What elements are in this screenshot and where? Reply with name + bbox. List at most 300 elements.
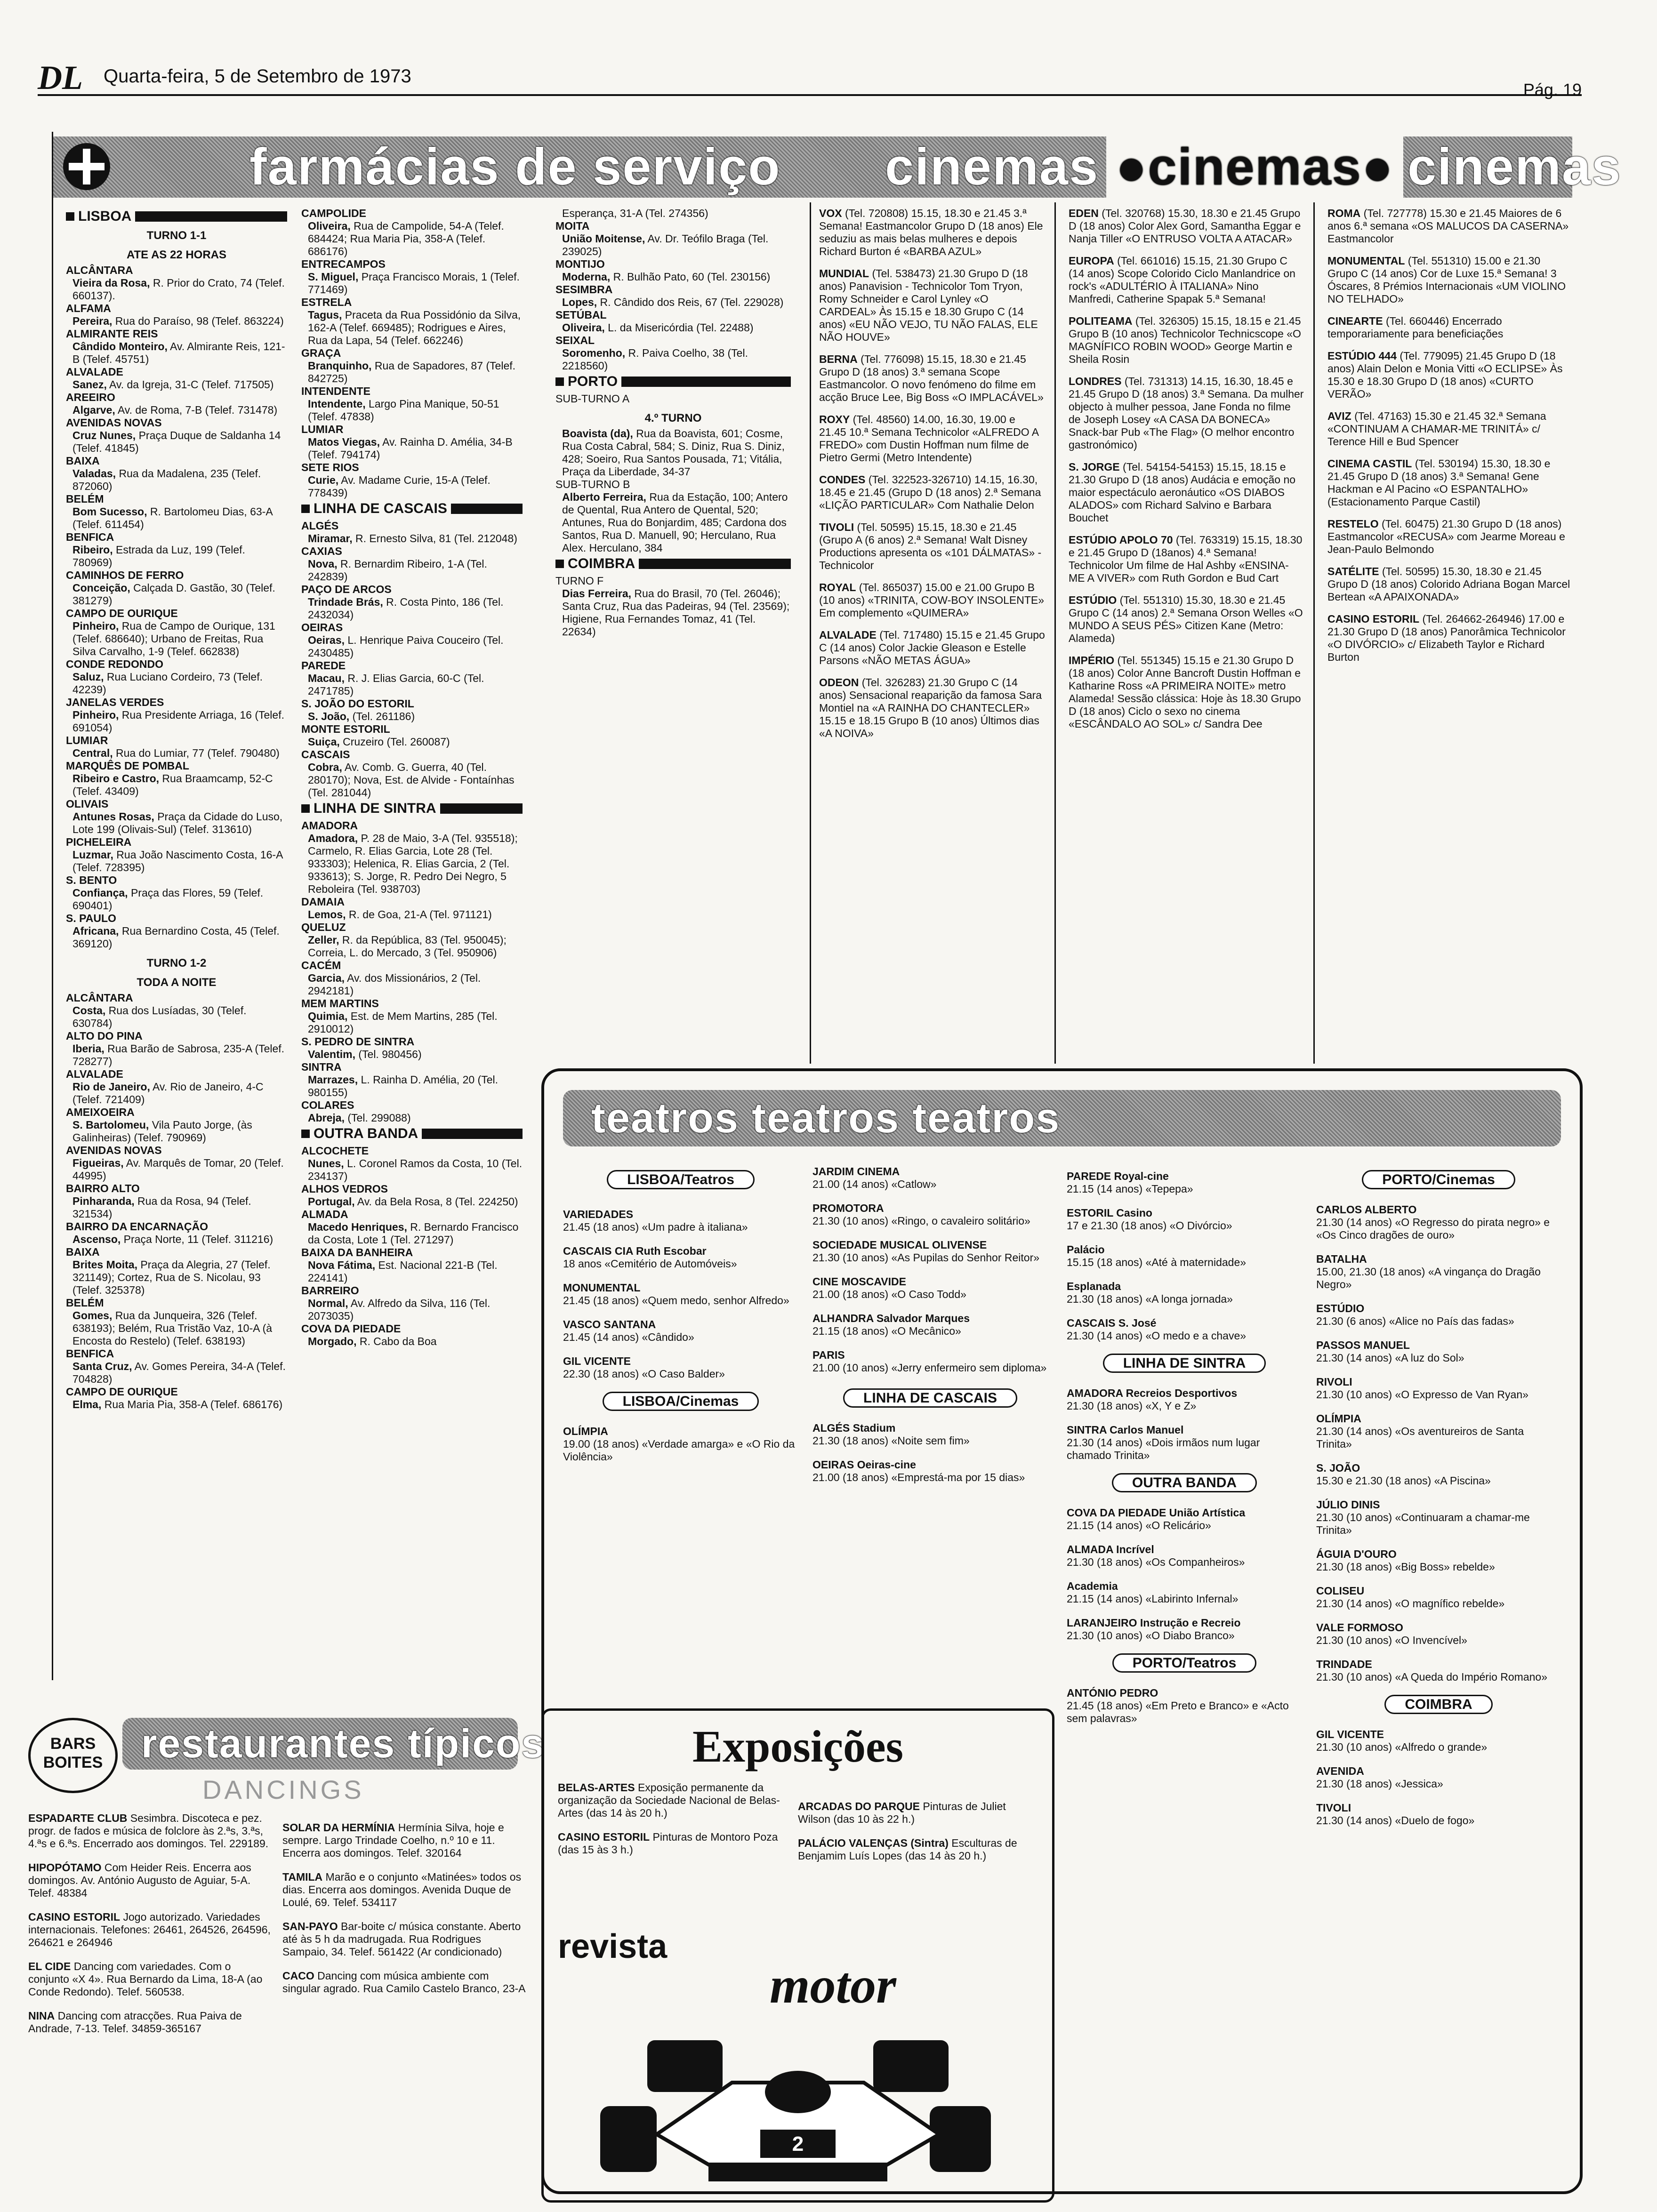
bars-boites-badge bbox=[28, 1718, 118, 1793]
venue-name: S. JOÃO bbox=[1316, 1462, 1360, 1474]
show-detail: 21.30 (14 anos) «O Regresso do pirata negro» e «Os Cinco dragões de ouro» bbox=[1316, 1216, 1550, 1241]
pharmacy-address: (Tel. 980456) bbox=[355, 1048, 422, 1060]
area-heading: S. JOÃO DO ESTORIL bbox=[301, 697, 414, 710]
area-heading: PAÇO DE ARCOS bbox=[301, 583, 392, 595]
show-detail: 19.00 (18 anos) «Verdade amarga» e «O Rio da Violência» bbox=[563, 1438, 795, 1463]
cinema-name: CINEMA CASTIL bbox=[1327, 457, 1412, 470]
area-heading: SESIMBRA bbox=[555, 283, 613, 296]
show-listing bbox=[1067, 1170, 1302, 1195]
pharmacy-entry bbox=[66, 315, 287, 328]
teatros-col2-list bbox=[812, 1165, 1048, 1374]
pharmacy-address: Av. Dr. Teófilo Braga (Tel. 239025) bbox=[562, 232, 769, 257]
pharmacy-entry bbox=[66, 810, 287, 836]
show-listing bbox=[563, 1282, 798, 1307]
area-heading: AVENIDAS NOVAS bbox=[66, 1144, 162, 1156]
pharmacy-name: Miramar, bbox=[308, 532, 353, 545]
pharmacy-name: Moderna, bbox=[562, 271, 611, 283]
pharmacy-address: Av. da Igreja, 31-C (Telef. 717505) bbox=[106, 378, 274, 391]
cinema-listing bbox=[1327, 457, 1572, 508]
pharmacy-entry bbox=[301, 1259, 523, 1284]
show-detail: 21.30 (10 anos) «As Pupilas do Senhor Reitor» bbox=[812, 1251, 1040, 1264]
pharmacy-entry bbox=[66, 1157, 287, 1182]
exposicoes-title: Exposições bbox=[692, 1721, 904, 1771]
region-heading-label: LINHA DE CASCAIS bbox=[314, 501, 447, 516]
show-detail: 21.30 (10 anos) «O Invencível» bbox=[1316, 1634, 1467, 1646]
show-detail: 21.30 (14 anos) «O magnífico rebelde» bbox=[1316, 1597, 1505, 1610]
region-heading bbox=[301, 502, 523, 515]
pharmacy-name: Cobra, bbox=[308, 761, 342, 773]
area-heading: ALCÂNTARA bbox=[66, 264, 133, 276]
linha-cascais-label: LINHA DE CASCAIS bbox=[843, 1388, 1017, 1408]
area-heading: BAIXA bbox=[66, 1246, 100, 1258]
venue-name: CASCAIS S. José bbox=[1067, 1317, 1157, 1329]
heading-bar bbox=[135, 211, 287, 222]
venue-name: ANTÓNIO PEDRO bbox=[1067, 1687, 1158, 1699]
square-bullet-icon bbox=[66, 212, 74, 221]
venue-name: ÁGUIA D'OURO bbox=[1316, 1548, 1397, 1560]
show-listing bbox=[812, 1165, 1048, 1191]
pharmacy-address: Rua Maria Pia, 358-A (Telef. 686176) bbox=[101, 1398, 283, 1411]
area-heading: ENTRECAMPOS bbox=[301, 258, 386, 270]
area-heading: AREEIRO bbox=[66, 391, 115, 403]
pharmacy-address: Av. Comb. G. Guerra, 40 (Tel. 280170); Nova, Est. de Alvide - Fontaínhas (Tel. 281044) bbox=[308, 761, 515, 799]
area-heading: MONTIJO bbox=[555, 258, 605, 270]
listing-entry bbox=[798, 1837, 1033, 1862]
cinema-name: ESTÚDIO bbox=[1069, 594, 1117, 606]
listing-name: CASINO ESTORIL bbox=[558, 1831, 650, 1843]
cinema-listing bbox=[1069, 594, 1304, 645]
motor-word: motor bbox=[770, 1956, 896, 2014]
pharmacy-address: Av. Gomes Pereira, 34-A (Telef. 704828) bbox=[72, 1360, 286, 1385]
pharmacy-address: Rua Barão de Sabrosa, 235-A (Telef. 728277) bbox=[72, 1042, 285, 1067]
pharmacy-address: (Tel. 261186) bbox=[349, 710, 415, 722]
venue-name: COLISEU bbox=[1316, 1585, 1365, 1597]
show-detail: 21.30 (18 anos) «Noite sem fim» bbox=[812, 1435, 970, 1447]
area-heading: BELÉM bbox=[66, 1297, 104, 1309]
pharmacy-entry bbox=[301, 908, 523, 921]
pharmacy-entry bbox=[66, 620, 287, 658]
pharmacy-entry bbox=[66, 277, 287, 302]
pharmacy-entry bbox=[555, 232, 791, 258]
listing-detail: Jogo autorizado. Variedades internacionais. Telefones: 26461, 264526, 264596, 264621 e 264946 bbox=[28, 1911, 271, 1948]
pharmacy-entry bbox=[66, 505, 287, 531]
venue-name: ESTORIL Casino bbox=[1067, 1207, 1152, 1219]
pharmacy-name: Amadora, bbox=[308, 832, 358, 844]
cinema-detail: (Tel. 50595) 15.15, 18.30 e 21.45 (Grupo A (6 anos) 2.ª Semana! Walt Disney Productions apresenta os «101 DÁLMATAS» - Technicolor bbox=[819, 521, 1042, 571]
pharmacy-name: Conceição, bbox=[72, 582, 130, 594]
listing-detail: Dancing com variedades. Com o conjunto «X 4». Rua Bernardo da Lima, 18-A (ao Conde Redondo). Telef. 560538. bbox=[28, 1960, 263, 1998]
pharmacy-address: Rua do Lumiar, 77 (Telef. 790480) bbox=[113, 747, 280, 759]
venue-name: COVA DA PIEDADE União Artística bbox=[1067, 1507, 1246, 1519]
pharmacy-name: Central, bbox=[72, 747, 113, 759]
pharmacy-entry bbox=[66, 709, 287, 734]
pharmacy-address: L. Coronel Ramos da Costa, 10 (Tel. 234137) bbox=[308, 1157, 523, 1182]
pharmacy-name: Pinheiro, bbox=[72, 620, 119, 632]
show-listing bbox=[812, 1275, 1048, 1301]
pharmacy-entry bbox=[301, 596, 523, 621]
listing-entry bbox=[558, 1781, 784, 1819]
pharmacy-entry bbox=[301, 360, 523, 385]
pharmacy-entry bbox=[301, 309, 523, 347]
area-heading: MOITA bbox=[555, 220, 590, 232]
area-heading: AMADORA bbox=[301, 819, 358, 832]
cinema-name: IMPÉRIO bbox=[1069, 654, 1115, 666]
area-heading: LUMIAR bbox=[66, 734, 108, 746]
show-detail: 21.45 (18 anos) «Em Preto e Branco» e «Acto sem palavras» bbox=[1067, 1699, 1289, 1724]
venue-name: JÚLIO DINIS bbox=[1316, 1499, 1380, 1511]
show-listing bbox=[1316, 1302, 1561, 1328]
pharmacy-address: R. Bernardo Francisco da Costa, Lote 1 (Tel. 271297) bbox=[308, 1221, 519, 1246]
turno-heading: ATE AS 22 HORAS bbox=[126, 248, 227, 261]
pharmacy-address: Rua do Brasil, 70 (Tel. 26046); Santa Cruz, Rua das Padeiras, 94 (Tel. 23569); Higiene, Rua Fernandes Tomaz, 41 (Tel. 22634) bbox=[562, 587, 790, 638]
pharmacy-entry bbox=[301, 1195, 523, 1208]
cinema-listing bbox=[1327, 518, 1572, 556]
dancings-heading: DANCINGS bbox=[202, 1775, 364, 1804]
show-listing bbox=[1316, 1339, 1561, 1364]
area-heading: GRAÇA bbox=[301, 347, 341, 359]
show-listing bbox=[1316, 1412, 1561, 1451]
cinema-listing bbox=[1327, 207, 1572, 245]
listing-detail: Sesimbra. Discoteca e pez. progr. de fados e música de folclore às 2.ªs, 3.ªs, 4.ªs e 6.ªs. Encerrado aos domingos. Tel. 229189. bbox=[28, 1812, 269, 1850]
pharmacy-address: R. de Goa, 21-A (Tel. 971121) bbox=[346, 908, 492, 921]
area-heading: LUMIAR bbox=[301, 423, 344, 435]
pharmacy-name: Gomes, bbox=[72, 1309, 113, 1322]
revista-word: revista bbox=[558, 1928, 668, 1965]
pharmacy-name: Tagus, bbox=[308, 309, 342, 321]
pharmacy-name: Confiança, bbox=[72, 887, 128, 899]
pharmacy-name: Cruz Nunes, bbox=[72, 429, 136, 441]
pharmacy-name: Marrazes, bbox=[308, 1074, 358, 1086]
listing-name: CASINO ESTORIL bbox=[28, 1911, 121, 1923]
show-listing bbox=[1067, 1543, 1302, 1569]
listing-detail: Dancing com música ambiente com singular agrado. Rua Camilo Castelo Branco, 23-A bbox=[282, 1970, 526, 1995]
cinemas-col-3 bbox=[1327, 207, 1572, 1064]
cinema-name: MONUMENTAL bbox=[1327, 255, 1405, 267]
pharmacy-entry bbox=[301, 832, 523, 896]
show-detail: 21.00 (18 anos) «Emprestá-ma por 15 dias» bbox=[812, 1471, 1025, 1483]
venue-name: AMADORA Recreios Desportivos bbox=[1067, 1387, 1238, 1399]
listing-name: PALÁCIO VALENÇAS (Sintra) bbox=[798, 1837, 949, 1849]
show-listing bbox=[1316, 1499, 1561, 1537]
cinema-detail: (Tel. 865037) 15.00 e 21.00 Grupo B (10 anos) «TRINITA, COW-BOY INSOLENTE» Em complemento «QUIMERA» bbox=[819, 581, 1045, 619]
listing-entry bbox=[28, 1960, 273, 1998]
show-detail: 18 anos «Cemitério de Automóveis» bbox=[563, 1258, 737, 1270]
cinema-detail: (Tel. 551345) 15.15 e 21.30 Grupo D (18 anos) Color Anne Bancroft Dustin Hoffman e Katharine Ross «A PRIMEIRA NOITE» metro Alameda! Sessão clássica: Hoje às 18.30 Grupo D (18 anos) Ciclo o sexo no cinema «ESCÂNDALO AO SOL» c/ Sandra Dee bbox=[1069, 654, 1301, 730]
area-heading: CAXIAS bbox=[301, 545, 342, 557]
cinema-listing bbox=[819, 207, 1045, 258]
venue-name: ALGÉS Stadium bbox=[812, 1422, 896, 1434]
pharmacy-entry bbox=[301, 1221, 523, 1246]
pharmacy-name: Dias Ferreira, bbox=[562, 587, 632, 600]
pharmacy-address: Praça da Alegria, 27 (Telef. 321149); Cortez, Rua de S. Nicolau, 93 (Telef. 325378) bbox=[72, 1258, 271, 1296]
pharmacy-entry bbox=[301, 398, 523, 423]
cinema-listing bbox=[1069, 207, 1304, 245]
pharmacy-address: Rua dos Lusíadas, 30 (Telef. 630784) bbox=[72, 1004, 247, 1029]
venue-name: JARDIM CINEMA bbox=[812, 1165, 900, 1178]
listing-name: BELAS-ARTES bbox=[558, 1781, 635, 1794]
exposicoes-col-1 bbox=[558, 1781, 784, 1923]
pharmacy-address: Rua da Estação, 100; Antero de Quental, Rua Antero de Quental, 520; Antunes, Rua do Bonjardim, 485; Cardona dos Santos, Rua D. Manuell, 90; Herculano, Rua Alex. Herculano, 384 bbox=[562, 491, 788, 554]
turno-heading: 4.º TURNO bbox=[644, 412, 702, 425]
show-detail: 15.30 e 21.30 (18 anos) «A Piscina» bbox=[1316, 1475, 1491, 1487]
square-bullet-icon bbox=[555, 560, 564, 568]
listing-name: ESPADARTE CLUB bbox=[28, 1812, 128, 1824]
cinema-detail: (Tel. 264662-264946) 17.00 e 21.30 Grupo D (18 anos) Panorâmica Technicolor «O DIVÓRCIO» c/ Elizabeth Taylor e Richard Burton bbox=[1327, 613, 1566, 663]
pharmacy-entry bbox=[555, 427, 791, 478]
pharmacy-name: Saluz, bbox=[72, 671, 104, 683]
pharmacy-name: S. Miguel, bbox=[308, 271, 359, 283]
venue-name: ESTÚDIO bbox=[1316, 1302, 1365, 1314]
pharmacy-entry bbox=[66, 747, 287, 760]
show-detail: 22.30 (18 anos) «O Caso Balder» bbox=[563, 1368, 725, 1380]
pharmacy-address: Esperança, 31-A (Tel. 274356) bbox=[562, 207, 708, 219]
pharmacy-entry bbox=[66, 582, 287, 607]
teatros-col-2 bbox=[812, 1165, 1048, 1495]
pharmacy-entry bbox=[66, 1081, 287, 1106]
region-heading-label: PORTO bbox=[568, 374, 618, 389]
cinema-detail: (Tel. 661016) 15.15, 21.30 Grupo C (14 anos) Scope Colorido Ciclo Manlandrice on rock's «ADULTÉRIO À ITALIANA» Nino Manfredi, Catherine Spapak 5.ª Semana! bbox=[1069, 255, 1295, 305]
restaurantes-banner bbox=[122, 1718, 545, 1770]
pharmacy-name: Branquinho, bbox=[308, 360, 372, 372]
pharmacy-entry bbox=[301, 736, 523, 748]
show-listing bbox=[1067, 1687, 1302, 1725]
cinema-name: AVIZ bbox=[1327, 410, 1351, 422]
cinema-detail: (Tel. 326305) 15.15, 18.15 e 21.45 Grupo B (10 anos) Technicolor Technicscope «O MAGNÍFICO ROBIN WOOD» George Martin e Sheila Rosin bbox=[1069, 315, 1301, 365]
listing-entry bbox=[28, 1911, 273, 1949]
pharmacy-address: R. da República, 83 (Tel. 950045); Correia, L. do Mercado, 3 (Tel. 950906) bbox=[308, 934, 507, 959]
region-heading-label: COIMBRA bbox=[568, 556, 635, 571]
listing-detail: Dancing com atracções. Rua Paiva de Andrade, 7-13. Telef. 34859-365167 bbox=[28, 2010, 242, 2035]
pharmacy-address: L. Henrique Paiva Couceiro (Tel. 2430485) bbox=[308, 634, 504, 659]
venue-name: CASCAIS CIA Ruth Escobar bbox=[563, 1245, 707, 1257]
region-heading-label: OUTRA BANDA bbox=[314, 1126, 418, 1141]
listing-entry bbox=[282, 1970, 527, 1995]
cinemas-col-1 bbox=[819, 207, 1045, 1064]
pharmacy-address: Rua da Rosa, 94 (Telef. 321534) bbox=[72, 1195, 251, 1220]
cinema-detail: (Tel. 538473) 21.30 Grupo D (18 anos) Panavision - Technicolor Tom Tryon, Romy Schneider e Carol Lynley «O CARDEAL» Às 15.15 e 18.30 Grupo C (14 anos) «EU NÃO VEJO, TU NÃO FALAS, ELE NÃO HOUVE» bbox=[819, 267, 1038, 343]
bars-col-1 bbox=[28, 1812, 273, 2198]
pharmacy-entry bbox=[301, 271, 523, 296]
cinema-listing bbox=[1327, 613, 1572, 664]
show-detail: 21.30 (14 anos) «Os aventureiros de Santa Trinita» bbox=[1316, 1425, 1524, 1450]
pharmacy-address: Av. Almirante Reis, 121-B (Telef. 45751) bbox=[72, 340, 285, 365]
pharmacy-address: (Tel. 299088) bbox=[344, 1112, 411, 1124]
pharmacy-entry bbox=[301, 1112, 523, 1124]
venue-name: VALE FORMOSO bbox=[1316, 1621, 1403, 1634]
cinema-listing bbox=[819, 267, 1045, 344]
show-detail: 21.30 (10 anos) «O Expresso de Van Ryan» bbox=[1316, 1388, 1528, 1401]
pharmacy-entry bbox=[66, 467, 287, 493]
linha-sintra-list bbox=[1067, 1387, 1302, 1462]
pharmacy-address: R. Bartolomeu Dias, 63-A (Telef. 611454) bbox=[72, 505, 273, 530]
pharmacy-name: Ascenso, bbox=[72, 1233, 121, 1245]
square-bullet-icon bbox=[301, 505, 310, 513]
show-listing bbox=[1067, 1424, 1302, 1462]
pharmacy-entry bbox=[66, 340, 287, 366]
show-listing bbox=[812, 1312, 1048, 1338]
show-listing bbox=[1067, 1207, 1302, 1232]
pharmacy-name: Soromenho, bbox=[562, 347, 626, 359]
pharmacy-name: Quimia, bbox=[308, 1010, 348, 1022]
show-listing bbox=[1316, 1765, 1561, 1790]
pharmacy-address: Av. Madame Curie, 15-A (Telef. 778439) bbox=[308, 474, 491, 499]
coimbra-list bbox=[1316, 1728, 1561, 1827]
area-heading: CAMPO DE OURIQUE bbox=[66, 1386, 178, 1398]
pharmacy-name: Normal, bbox=[308, 1297, 348, 1309]
listing-name: ARCADAS DO PARQUE bbox=[798, 1800, 920, 1812]
pharmacy-address: Vila Pauto Jorge, (às Galinheiras) (Telef. 790969) bbox=[72, 1119, 252, 1144]
pharmacy-address: Praça Norte, 11 (Telef. 311216) bbox=[121, 1233, 273, 1245]
area-heading: COLARES bbox=[301, 1099, 354, 1111]
teatros-banner bbox=[563, 1090, 1561, 1146]
venue-name: RIVOLI bbox=[1316, 1376, 1352, 1388]
page-number: Pág. 19 bbox=[1523, 80, 1582, 99]
show-listing bbox=[1067, 1507, 1302, 1532]
pharmacy-address: Av. Rainha D. Amélia, 34-B (Telef. 794174) bbox=[308, 436, 513, 461]
pharmacy-entry bbox=[66, 1398, 287, 1411]
pharmacy-name: S. Bartolomeu, bbox=[72, 1119, 149, 1131]
cinema-name: CASINO ESTORIL bbox=[1327, 613, 1420, 625]
pharmacy-entry bbox=[301, 1157, 523, 1183]
farmacias-col-1 bbox=[66, 207, 287, 1675]
pharmacy-address: R. Cabo da Boa bbox=[356, 1335, 437, 1347]
venue-name: SINTRA Carlos Manuel bbox=[1067, 1424, 1184, 1436]
cinema-detail: (Tel. 326283) 21.30 Grupo C (14 anos) Sensacional reaparição da famosa Sara Montiel na «A RAINHA DO CHANTECLER» 15.15 e 18.15 Grupo B (10 anos) Últimos dias «A NOIVA» bbox=[819, 676, 1042, 739]
show-detail: 21.15 (18 anos) «O Mecânico» bbox=[812, 1325, 961, 1337]
pharmacy-entry bbox=[66, 671, 287, 696]
listing-entry bbox=[282, 1920, 527, 1958]
venue-name: GIL VICENTE bbox=[1316, 1728, 1384, 1740]
newspaper-logo: DL bbox=[38, 59, 83, 96]
pharmacy-name: Alberto Ferreira, bbox=[562, 491, 646, 503]
pharmacy-address: Rua de Campolide, 54-A (Telef. 684424; Rua Maria Pia, 358-A (Telef. 686176) bbox=[308, 220, 504, 257]
area-heading: ALTO DO PINA bbox=[66, 1030, 143, 1042]
cinema-listing bbox=[1069, 654, 1304, 730]
pharmacy-address: Av. dos Missionários, 2 (Tel. 2942181) bbox=[308, 972, 481, 997]
pharmacy-entry bbox=[66, 849, 287, 874]
porto-teatros-list bbox=[1067, 1687, 1302, 1725]
area-heading: OEIRAS bbox=[301, 621, 343, 633]
show-listing bbox=[563, 1425, 798, 1463]
region-heading-label: LINHA DE SINTRA bbox=[314, 801, 436, 816]
show-detail: 21.30 (14 anos) «O medo e a chave» bbox=[1067, 1330, 1247, 1342]
lisboa-teatros-list bbox=[563, 1208, 798, 1380]
coimbra-label: COIMBRA bbox=[1384, 1695, 1492, 1714]
venue-name: OLÍMPIA bbox=[1316, 1412, 1361, 1425]
show-listing bbox=[563, 1245, 798, 1270]
cinema-detail: (Tel. 322523-326710) 14.15, 16.30, 18.45 e 21.45 (Grupo D (18 anos) 2.ª Semana «LIÇÃO PARTICULAR» Com Nathalie Delon bbox=[819, 473, 1041, 511]
pharmacy-entry bbox=[66, 404, 287, 417]
pharmacy-address: Av. de Roma, 7-B (Telef. 731478) bbox=[115, 404, 278, 416]
listing-entry bbox=[28, 2010, 273, 2035]
top-banner bbox=[52, 136, 1622, 198]
cinema-detail: (Tel. 731313) 14.15, 16.30, 18.45 e 21.45 Grupo D (18 anos) 3.ª Semana. Da mulher objecto à mulher pessoa, Jane Fonda no filme de Joseph Losey «A CASA DA BONECA» Snack-bar Pub «The Flag» (O melhor encontro gastronómico) bbox=[1069, 375, 1304, 451]
outra-banda-list bbox=[1067, 1507, 1302, 1642]
area-heading: SETE RIOS bbox=[301, 461, 359, 473]
cinema-listing bbox=[819, 473, 1045, 512]
cinema-name: ROXY bbox=[819, 413, 850, 425]
pharmacy-name: Nova Fátima, bbox=[308, 1259, 376, 1271]
column-rule bbox=[810, 202, 811, 1064]
exposicoes-box bbox=[541, 1708, 1054, 2203]
cinema-name: S. JORGE bbox=[1069, 461, 1120, 473]
area-heading: PAREDE bbox=[301, 659, 346, 672]
pharmacy-address: Estrada da Luz, 199 (Telef. 780969) bbox=[72, 544, 245, 569]
pharmacy-name: Nunes, bbox=[308, 1157, 344, 1170]
region-heading bbox=[66, 210, 287, 223]
pharmacy-address: Rua da Junqueira, 326 (Telef. 638193); Belém, Rua Tristão Vaz, 10-A (à Encosta do Restelo) (Telef. 638193) bbox=[72, 1309, 273, 1347]
pharmacy-name: Portugal, bbox=[308, 1195, 355, 1208]
show-detail: 21.30 (10 anos) «Continuaram a chamar-me Trinita» bbox=[1316, 1511, 1530, 1536]
show-listing bbox=[1316, 1462, 1561, 1487]
pharmacy-name: Elma, bbox=[72, 1398, 102, 1411]
pharmacy-entry bbox=[555, 587, 791, 638]
show-listing bbox=[1316, 1203, 1561, 1242]
show-listing bbox=[1316, 1802, 1561, 1827]
venue-name: AVENIDA bbox=[1316, 1765, 1364, 1777]
column-rule bbox=[1313, 202, 1315, 1064]
pharmacy-address: Rua de Sapadores, 87 (Telef. 842725) bbox=[308, 360, 516, 385]
area-heading: ALCÂNTARA bbox=[66, 992, 133, 1004]
farmacias-col-3 bbox=[555, 207, 791, 1078]
pharmacy-address: Rua da Madalena, 235 (Telef. 872060) bbox=[72, 467, 261, 492]
pharmacy-name: Valentim, bbox=[308, 1048, 355, 1060]
venue-name: PARIS bbox=[812, 1349, 845, 1361]
show-detail: 21.30 (18 anos) «A longa jornada» bbox=[1067, 1293, 1233, 1305]
area-heading: ALFAMA bbox=[66, 302, 111, 314]
show-detail: 21.30 (6 anos) «Alice no País das fadas» bbox=[1316, 1315, 1514, 1327]
show-detail: 21.45 (14 anos) «Cândido» bbox=[563, 1331, 694, 1343]
show-listing bbox=[1316, 1585, 1561, 1610]
area-heading: BELÉM bbox=[66, 493, 104, 505]
show-detail: 21.30 (10 anos) «Alfredo o grande» bbox=[1316, 1741, 1488, 1753]
pharmacy-entry bbox=[301, 1048, 523, 1061]
venue-name: ALMADA Incrível bbox=[1067, 1543, 1154, 1555]
region-heading bbox=[301, 802, 523, 815]
pharmacy-name: Nova, bbox=[308, 558, 338, 570]
area-heading: S. BENTO bbox=[66, 874, 117, 886]
turno-heading: TODA A NOITE bbox=[137, 976, 217, 989]
pharmacy-name: Macedo Henriques, bbox=[308, 1221, 407, 1233]
show-listing bbox=[1067, 1280, 1302, 1306]
heading-bar bbox=[422, 1129, 523, 1139]
area-heading: MARQUÊS DE POMBAL bbox=[66, 760, 189, 772]
pharmacy-address: Rua da Boavista, 601; Cosme, Rua Costa Cabral, 584; S. Diniz, Rua S. Diniz, 428; Soeiro, Rua Santos Pousada, 71; Vitália, Praça da Liberdade, 34-37 bbox=[562, 427, 785, 478]
show-listing bbox=[1316, 1658, 1561, 1683]
pharmacy-entry bbox=[66, 1195, 287, 1220]
pharmacy-entry bbox=[66, 1119, 287, 1144]
pharmacy-entry bbox=[301, 436, 523, 461]
show-listing bbox=[812, 1422, 1048, 1447]
area-heading: ALCOCHETE bbox=[301, 1145, 369, 1157]
show-detail: 21.30 (10 anos) «O Diabo Branco» bbox=[1067, 1629, 1235, 1642]
pharmacy-address: R. J. Elias Garcia, 60-C (Tel. 2471785) bbox=[308, 672, 484, 697]
area-heading: CONDE REDONDO bbox=[66, 658, 164, 670]
area-heading: QUELUZ bbox=[301, 921, 346, 933]
venue-name: PASSOS MANUEL bbox=[1316, 1339, 1410, 1351]
area-heading: CAMINHOS DE FERRO bbox=[66, 569, 184, 581]
show-detail: 21.00 (18 anos) «O Caso Todd» bbox=[812, 1288, 966, 1300]
show-detail: 21.30 (18 anos) «Os Companheiros» bbox=[1067, 1556, 1245, 1568]
pharmacy-name: Sanez, bbox=[72, 378, 107, 391]
pharmacy-name: Ribeiro, bbox=[72, 544, 113, 556]
pharmacy-address: Est. Nacional 221-B (Tel. 224141) bbox=[308, 1259, 498, 1284]
cinema-listing bbox=[819, 581, 1045, 619]
venue-name: Palácio bbox=[1067, 1243, 1105, 1256]
cinema-listing bbox=[819, 521, 1045, 572]
pharmacy-entry bbox=[301, 672, 523, 697]
show-listing bbox=[812, 1349, 1048, 1374]
